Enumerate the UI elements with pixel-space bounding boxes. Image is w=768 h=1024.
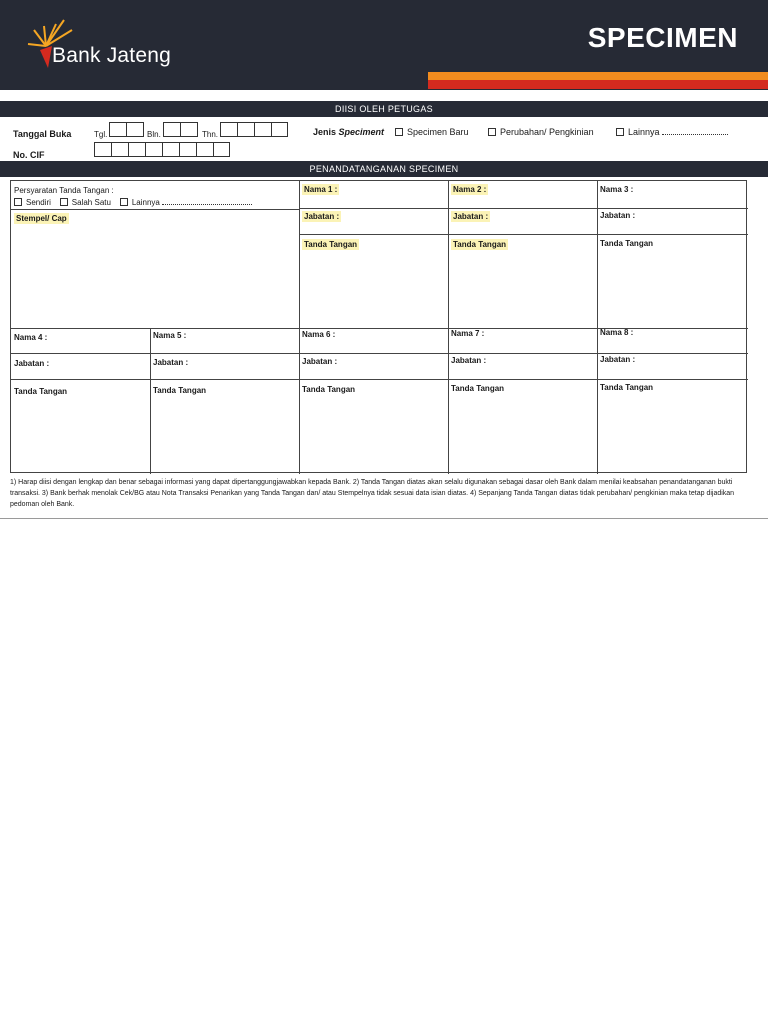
nama3-label: Nama 3 :: [600, 185, 634, 194]
bln-label: Bln.: [147, 130, 161, 139]
option-specimen-baru[interactable]: Specimen Baru: [395, 127, 469, 137]
tanda-tangan7-label: Tanda Tangan: [451, 384, 505, 393]
nama2-label: Nama 2 :: [453, 185, 487, 194]
page-edge-divider: [0, 518, 768, 519]
section-bar-petugas: DIISI OLEH PETUGAS: [0, 101, 768, 117]
checkbox-icon[interactable]: [120, 198, 128, 206]
footnote-text: 1) Harap diisi dengan lengkap dan benar sebagai informasi yang dapat dipertanggungjawabkan kepada Bank. 2) Tanda Tangan diatas akan selalu digunakan sebagai dasar oleh Bank dalam menilai keabsahan penandatanganan bukti transaksi. 3) Bank berhak menolak Cek/BG atau Nota Transaksi Penarikan yang Tanda Tangan dan/ atau Stempelnya tidak sesuai data isian diatas. 4) Sepanjang Tanda Tangan diatas tidak perubahan/ pengkinian maka tetap dijadikan pedoman oleh Bank.: [10, 479, 735, 508]
tanda-tangan5-label: Tanda Tangan: [153, 386, 207, 395]
jabatan7-label: Jabatan :: [451, 356, 487, 365]
checkbox-icon[interactable]: [395, 128, 403, 136]
jabatan2-label: Jabatan :: [453, 212, 489, 221]
checkbox-icon[interactable]: [488, 128, 496, 136]
option-perubahan[interactable]: Perubahan/ Pengkinian: [488, 127, 594, 137]
section-bar-penandatanganan: PENANDATANGANAN SPECIMEN: [0, 161, 768, 177]
tanda-tangan2-label: Tanda Tangan: [453, 240, 507, 249]
thn-label: Thn.: [202, 130, 219, 139]
tanda-tangan1-label: Tanda Tangan: [304, 240, 358, 249]
tanggal-buka-label: Tanggal Buka: [13, 129, 72, 139]
nama8-label: Nama 8 :: [600, 328, 634, 337]
nama4-label: Nama 4 :: [14, 333, 48, 342]
tanda-tangan3-label: Tanda Tangan: [600, 239, 654, 248]
bln-field[interactable]: [163, 122, 198, 137]
jabatan3-label: Jabatan :: [600, 211, 636, 220]
specimen-grid: [10, 180, 747, 473]
stempel-label: Stempel/ Cap: [16, 214, 67, 223]
no-cif-label: No. CIF: [13, 150, 45, 160]
no-cif-field[interactable]: [94, 142, 230, 157]
tanda-tangan6-label: Tanda Tangan: [302, 385, 356, 394]
tanda-tangan8-label: Tanda Tangan: [600, 383, 654, 392]
checkbox-icon[interactable]: [60, 198, 68, 206]
jabatan5-label: Jabatan :: [153, 358, 189, 367]
persyaratan-label: Persyaratan Tanda Tangan :: [14, 186, 114, 195]
orange-stripe: [428, 72, 768, 80]
tgl-label: Tgl.: [94, 130, 108, 139]
jabatan1-label: Jabatan :: [304, 212, 340, 221]
page-title: SPECIMEN: [587, 22, 738, 53]
checkbox-icon[interactable]: [616, 128, 624, 136]
option-lainnya[interactable]: Lainnya: [616, 127, 728, 137]
jabatan8-label: Jabatan :: [600, 355, 636, 364]
jenis-speciment-label: Jenis Speciment: [313, 127, 385, 137]
nama5-label: Nama 5 :: [153, 331, 187, 340]
brand-name: Bank Jateng: [52, 44, 171, 67]
checkbox-icon[interactable]: [14, 198, 22, 206]
persyaratan-options[interactable]: Sendiri Salah Satu Lainnya: [14, 198, 252, 207]
red-stripe: [428, 80, 768, 89]
jabatan4-label: Jabatan :: [14, 359, 50, 368]
thn-field[interactable]: [220, 122, 288, 137]
nama1-label: Nama 1 :: [304, 185, 338, 194]
nama7-label: Nama 7 :: [451, 329, 485, 338]
tanda-tangan4-label: Tanda Tangan: [14, 387, 68, 396]
tgl-field[interactable]: [109, 122, 144, 137]
jabatan6-label: Jabatan :: [302, 357, 338, 366]
nama6-label: Nama 6 :: [302, 330, 336, 339]
